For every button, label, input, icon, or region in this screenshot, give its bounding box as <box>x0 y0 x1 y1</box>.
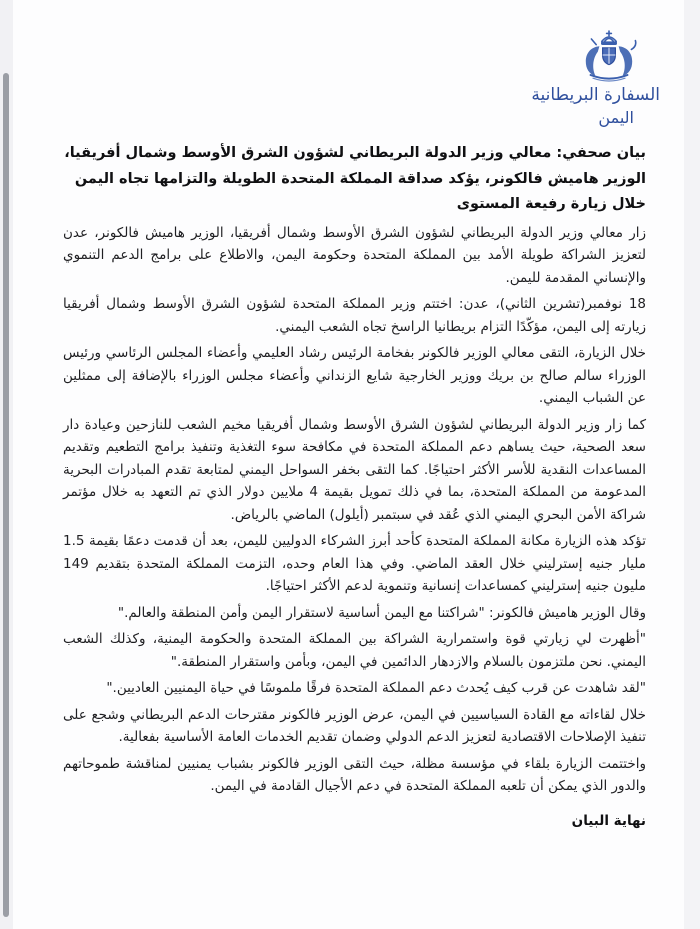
paragraph-7-quote: "أظهرت لي زيارتي قوة واستمرارية الشراكة بين المملكة المتحدة والحكومة اليمنية، وكذلك الشعب اليمني. نحن ملتزمون بالسلام والازدهار الدائمين في اليمن، وبأمن واستقرار المنطقة." <box>63 631 646 670</box>
paragraph-1: زار معالي وزير الدولة البريطاني لشؤون الشرق الأوسط وشمال أفريقيا، الوزير هاميش فالكونر، عدن لتعزيز الشراكة طويلة الأمد بين المملكة المتحدة وحكومة اليمن، والاطلاع على برامج الدعم التنموي والإنساني المقدمة لليمن. <box>63 224 646 286</box>
press-release-title: بيان صحفي: معالي وزير الدولة البريطاني لشؤون الشرق الأوسط وشمال أفريقيا، الوزير هاميش فالكونر، يؤكد صداقة المملكة المتحدة الطويلة والتزامها تجاه اليمن خلال زيارة رفيعة المستوى <box>64 145 646 212</box>
end-of-statement: نهاية البيان <box>571 812 646 829</box>
embassy-country: اليمن <box>598 108 634 127</box>
right-gutter <box>684 0 700 929</box>
paragraph-9: خلال لقاءاته مع القادة السياسيين في اليمن، عرض الوزير فالكونر مقترحات الدعم البريطاني وشجع على تنفيذ الإصلاحات الاقتصادية لتعزيز الدعم الدولي وضمان تقديم الخدمات العامة الأساسية بفعالية. <box>63 706 646 745</box>
paragraph-4: كما زار وزير الدولة البريطاني لشؤون الشرق الأوسط وشمال أفريقيا مخيم الشعب للنازحين وعيادة دار سعد الصحية، حيث يساهم دعم المملكة المتحدة في مكافحة سوء التغذية وتنفيذ برامج التطعيم وتقديم المساعدات النقدية للأسر الأكثر احتياجًا. كما التقى بخفر السواحل اليمني لمتابعة تقدم المبادرات البحرية المدعومة من المملكة المتحدة، بما في ذلك تمويل بقيمة 4 ملايين دولار الذي تم التعهد به خلال مؤتمر شراكة الأمن البحري اليمني الذي عُقد في سبتمبر (أيلول) الماضي بالرياض. <box>63 416 646 523</box>
embassy-letterhead <box>13 0 684 129</box>
paragraph-5: تؤكد هذه الزيارة مكانة المملكة المتحدة كأحد أبرز الشركاء الدوليين لليمن، بعد أن قدمت دعمًا بقيمة 1.5 مليار جنيه إسترليني خلال العقد الماضي. وفي هذا العام وحده، التزمت المملكة المتحدة بتقديم 149 مليون جنيه إسترليني كمساعدات إنسانية وتنموية لدعم الأكثر احتياجًا. <box>63 533 646 594</box>
scrollbar-thumb[interactable] <box>3 73 9 917</box>
paragraph-3: خلال الزيارة، التقى معالي الوزير فالكونر بفخامة الرئيس رشاد العليمي وأعضاء المجلس الرئاسي ورئيس الوزراء سالم صالح بن بريك ووزير الخارجية شايع الزنداني وأعضاء مجلس الوزراء بالإضافة إلى ممثلين عن الشباب اليمني. <box>63 345 646 406</box>
paragraph-6-minister-quote: وقال الوزير هاميش فالكونر: "شراكتنا مع اليمن أساسية لاستقرار اليمن وأمن المنطقة والعالم." <box>117 604 646 621</box>
press-release-page <box>13 0 684 929</box>
uk-royal-crest-icon <box>569 28 649 82</box>
paragraph-8-quote: "لقد شاهدت عن قرب كيف يُحدث دعم المملكة المتحدة فرقًا ملموسًا في حياة اليمنيين العاديين." <box>106 680 646 696</box>
press-release-body <box>13 141 684 832</box>
paragraph-2: 18 نوفمبر(تشرين الثاني)، عدن: اختتم وزير المملكة المتحدة لشؤون الشرق الأوسط وشمال أفريقيا زيارته إلى اليمن، مؤكّدًا التزام بريطانيا الراسخ تجاه الشعب اليمني. <box>63 296 646 335</box>
embassy-name: السفارة البريطانية <box>531 85 660 105</box>
paragraph-10: واختتمت الزيارة بلقاء في مؤسسة مظلة، حيث التقى الوزير فالكونر بشباب يمنيين لمناقشة طموحاتهم والدور الذي يمكن أن تلعبه المملكة المتحدة في دعم الأجيال القادمة في اليمن. <box>63 755 646 794</box>
